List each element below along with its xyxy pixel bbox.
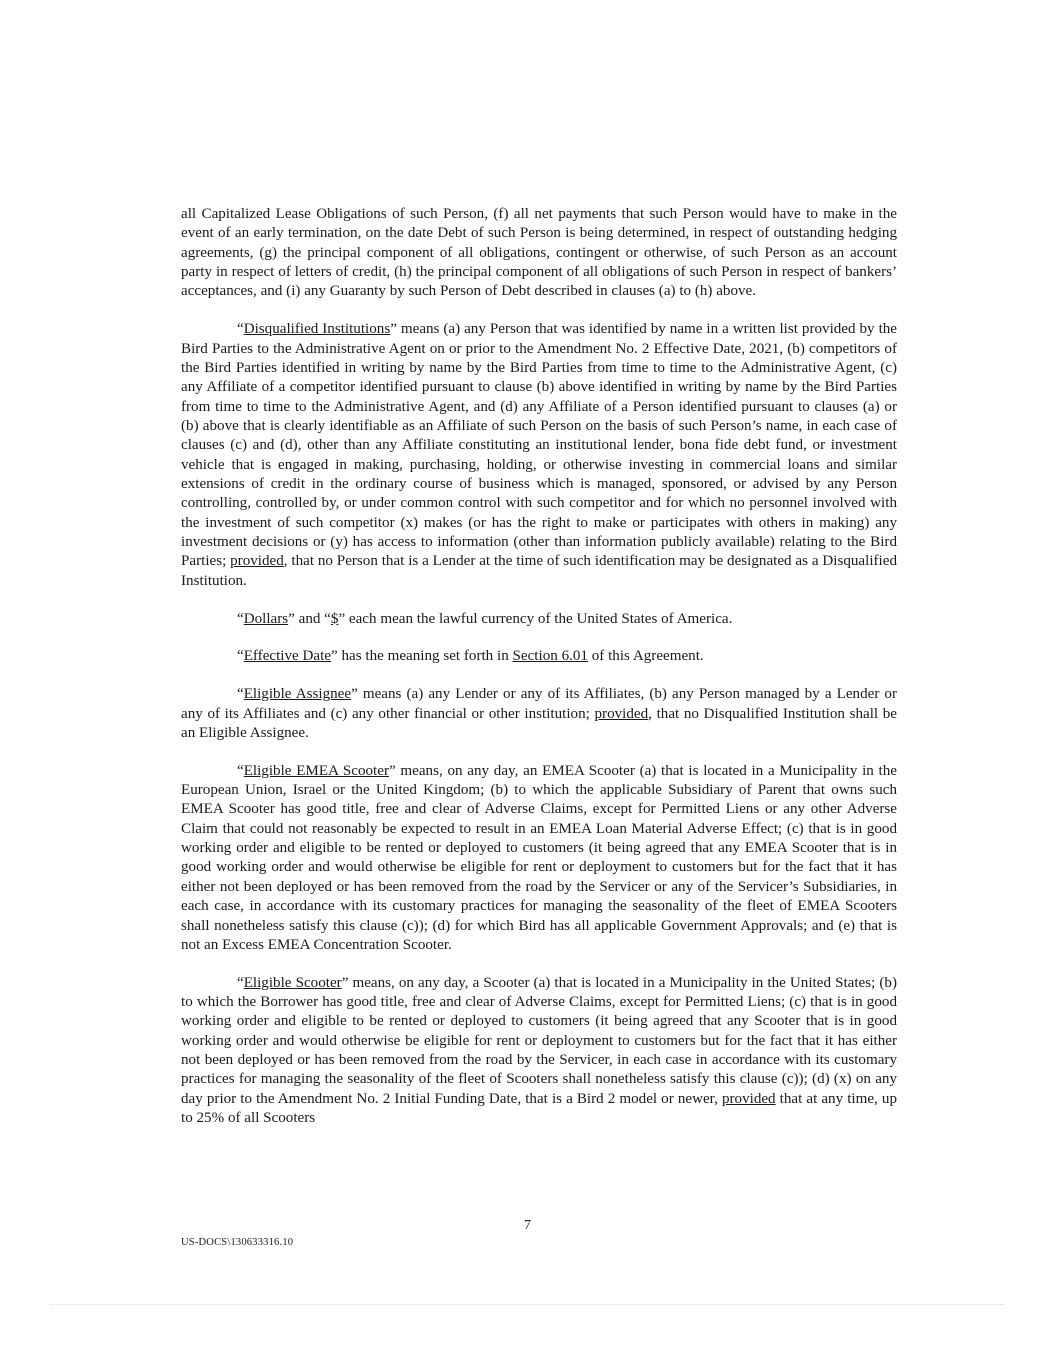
paragraph-text: “: [237, 648, 244, 665]
defined-term: Dollars: [243, 610, 289, 627]
defined-term: Section 6.01: [512, 648, 588, 665]
paragraph-text: “: [237, 321, 244, 338]
paragraph-text: , that no Person that is a Lender at the time of such identification may be designated as a Disqualified Institution.: [181, 553, 897, 589]
paragraph-text: “: [237, 610, 244, 627]
paragraph-text: ” has the meaning set forth in: [331, 648, 513, 665]
defined-term: Eligible Scooter: [243, 974, 342, 991]
paragraph-text: “: [237, 974, 244, 991]
document-body: [181, 205, 897, 1147]
paragraph-text: ” and “: [288, 610, 331, 627]
paragraph-p2: [181, 320, 897, 591]
paragraph-text: ” each mean the lawful currency of the United States of America.: [338, 610, 733, 627]
defined-term: $: [330, 610, 339, 627]
paragraph-text: that at any time, up to 25% of all Scooters: [181, 1090, 897, 1127]
document-id: US-DOCS\130633316.10: [181, 1237, 294, 1248]
defined-term: Effective Date: [243, 648, 332, 665]
page-number: 7: [524, 1218, 531, 1233]
paragraph-p1: [181, 205, 897, 302]
defined-term: Eligible EMEA Scooter: [243, 762, 389, 779]
paragraph-p6: [181, 762, 897, 955]
paragraph-text: of this Agreement.: [587, 648, 704, 665]
defined-term: provided: [721, 1090, 776, 1107]
paragraph-text: ” means, on any day, a Scooter (a) that is located in a Municipality in the United States; (b) to which the Borrower has good title, free and clear of Adverse Claims, except for Permitted Liens; (c) that is in good working order and eligible to be rented or deployed to customers (it being agreed that any Scooter that is in good working order and would otherwise be eligible for rent or deployment to customers but for the fact that it has either not been deployed or has been removed from the road by the Servicer, in each case in accordance with its customary practices for managing the seasonality of the fleet of Scooters shall nonetheless satisfy this clause (c)); (d) (x) on any day prior to the Amendment No. 2 Initial Funding Date, that is a Bird 2 model or newer,: [181, 974, 897, 1107]
paragraph-p4: [181, 647, 897, 666]
paragraph-text: “: [237, 762, 244, 779]
paragraph-text: ” means (a) any Lender or any of its Affiliates, (b) any Person managed by a Lender or any of its Affiliates and (c) any other financial or other institution;: [181, 686, 897, 722]
paragraph-text: , that no Disqualified Institution shall be an Eligible Assignee.: [181, 705, 897, 741]
paragraph-text: all Capitalized Lease Obligations of such Person, (f) all net payments that such Person would have to make in the event of an early termination, on the date Debt of such Person is being determined, in respect of outstanding hedging agreements, (g) the principal component of all obligations, contingent or otherwise, of such Person as an account party in respect of letters of credit, (h) the principal component of all obligations of such Person in respect of bankers’ acceptances, and (i) any Guaranty by such Person of Debt described in clauses (a) to (h) above.: [181, 206, 897, 300]
paragraph-text: ” means (a) any Person that was identified by name in a written list provided by the Bird Parties to the Administrative Agent on or prior to the Amendment No. 2 Effective Date, 2021, (b) competitors of the Bird Parties identified in writing by name by the Bird Parties from time to time to the Administrative Agent, (c) any Affiliate of a competitor identified pursuant to clause (b) above identified in writing by name by the Bird Parties from time to time to the Administrative Agent, and (d) any Affiliate of a Person identified pursuant to clauses (a) or (b) above that is clearly identifiable as an Affiliate of such Person on the basis of such Person’s name, in each case of clauses (c) and (d), other than any Affiliate constituting an institutional lender, bona fide debt fund, or investment vehicle that is engaged in making, purchasing, holding, or otherwise investing in commercial loans and similar extensions of credit in the ordinary course of business which is managed, sponsored, or advised by any Person controlling, controlled by, or under common control with such competitor and for which no personnel involved with the investment of such competitor (x) makes (or has the right to make or participates with others in making) any investment decisions or (y) has access to information (other than information publicly available) relating to the Bird Parties;: [181, 321, 898, 570]
page-bottom-edge: [50, 1304, 1005, 1305]
defined-term: provided: [594, 705, 649, 722]
paragraph-p5: [181, 685, 897, 743]
paragraph-text: “: [237, 686, 244, 703]
defined-term: Disqualified Institutions: [243, 321, 391, 338]
paragraph-p3: [181, 610, 897, 629]
defined-term: Eligible Assignee: [243, 686, 352, 703]
paragraph-text: ” means, on any day, an EMEA Scooter (a) that is located in a Municipality in the European Union, Israel or the United Kingdom; (b) to which the applicable Subsidiary of Parent that owns such EMEA Scooter has good title, free and clear of Adverse Claims, except for Permitted Liens or any other Adverse Claim that could not reasonably be expected to result in an EMEA Loan Material Adverse Effect; (c) that is in good working order and eligible to be rented or deployed to customers (it being agreed that any EMEA Scooter that is in good working order and would otherwise be eligible for rent or deployment to customers but for the fact that it has either not been deployed or has been removed from the road by the Servicer or any of the Servicer’s Subsidiaries, in each case, in accordance with its customary practices for managing the seasonality of the fleet of EMEA Scooters shall nonetheless satisfy this clause (c)); (d) for which Bird has all applicable Government Approvals; and (e) that is not an Excess EMEA Concentration Scooter.: [181, 762, 897, 953]
defined-term: provided: [230, 553, 284, 570]
paragraph-p7: [181, 974, 897, 1129]
